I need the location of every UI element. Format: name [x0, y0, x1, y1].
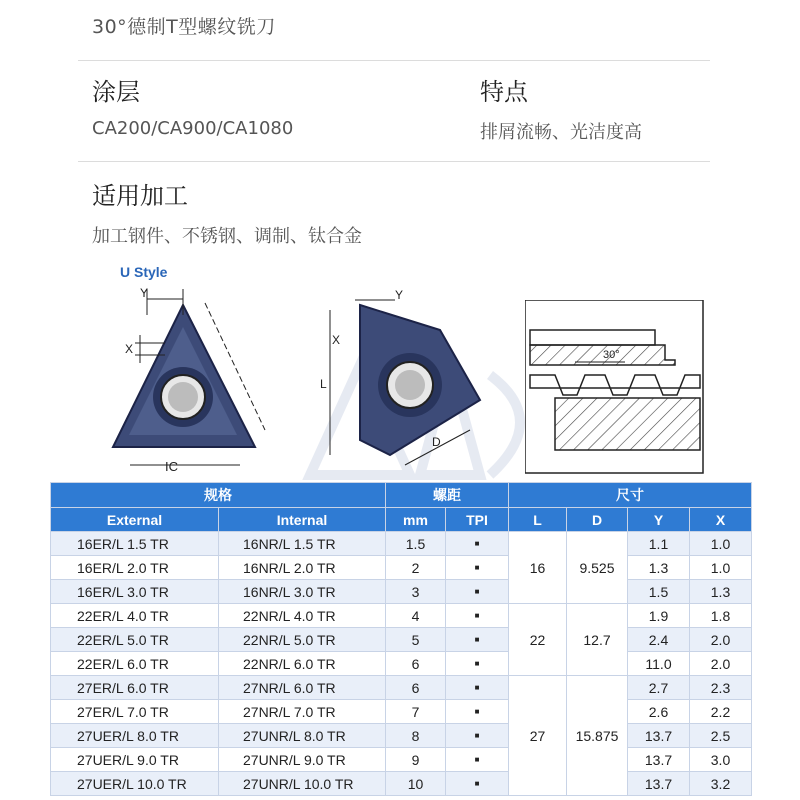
external-cell: 16ER/L 1.5 TR: [51, 532, 219, 556]
y-cell: 1.3: [628, 556, 690, 580]
table-row: [51, 724, 752, 748]
dim-y2-label: Y: [395, 290, 404, 302]
insert-front-view-diagram: [95, 285, 280, 480]
y-cell: 1.5: [628, 580, 690, 604]
dim-l-label: L: [320, 377, 327, 391]
table-row: [51, 604, 752, 628]
page-title: 30°德制T型螺纹铣刀: [92, 16, 276, 38]
y-cell: 13.7: [628, 748, 690, 772]
features-value: 排屑流畅、光洁度高: [480, 122, 642, 143]
mm-cell: 4: [386, 604, 446, 628]
application-value: 加工钢件、不锈钢、调制、钛合金: [92, 226, 362, 247]
x-cell: 2.2: [690, 700, 752, 724]
internal-cell: 27UNR/L 8.0 TR: [219, 724, 386, 748]
internal-cell: 16NR/L 1.5 TR: [219, 532, 386, 556]
mm-cell: 6: [386, 652, 446, 676]
table-row: [51, 628, 752, 652]
external-cell: 27UER/L 10.0 TR: [51, 772, 219, 796]
mm-col-header: mm: [386, 508, 446, 532]
l-col-header: L: [509, 508, 567, 532]
mm-cell: 3: [386, 580, 446, 604]
tpi-cell: ■: [446, 652, 509, 676]
divider: [78, 161, 710, 162]
angle-label: 30°: [603, 349, 620, 361]
internal-cell: 27NR/L 6.0 TR: [219, 676, 386, 700]
internal-cell: 27NR/L 7.0 TR: [219, 700, 386, 724]
size-group-header: 尺寸: [509, 483, 752, 508]
d-cell: 9.525: [567, 532, 628, 604]
mm-cell: 9: [386, 748, 446, 772]
pitch-group-header: 螺距: [386, 483, 509, 508]
table-row: [51, 532, 752, 556]
spec-table: [50, 482, 752, 796]
y-cell: 2.6: [628, 700, 690, 724]
d-cell: 15.875: [567, 676, 628, 796]
x-col-header: X: [690, 508, 752, 532]
y-cell: 13.7: [628, 724, 690, 748]
tpi-cell: ■: [446, 700, 509, 724]
external-col-header: External: [51, 508, 219, 532]
y-col-header: Y: [628, 508, 690, 532]
d-col-header: D: [567, 508, 628, 532]
y-cell: 1.1: [628, 532, 690, 556]
u-style-label: U Style: [120, 264, 168, 280]
table-row: [51, 580, 752, 604]
internal-cell: 27UNR/L 9.0 TR: [219, 748, 386, 772]
internal-cell: 16NR/L 2.0 TR: [219, 556, 386, 580]
tpi-cell: ■: [446, 628, 509, 652]
y-cell: 2.7: [628, 676, 690, 700]
table-row: [51, 772, 752, 796]
internal-cell: 22NR/L 6.0 TR: [219, 652, 386, 676]
coating-value: CA200/CA900/CA1080: [92, 118, 294, 139]
internal-cell: 22NR/L 4.0 TR: [219, 604, 386, 628]
external-cell: 27ER/L 6.0 TR: [51, 676, 219, 700]
tpi-cell: ■: [446, 748, 509, 772]
tpi-col-header: TPI: [446, 508, 509, 532]
l-cell: 27: [509, 676, 567, 796]
application-heading: 适用加工: [92, 182, 188, 210]
y-cell: 11.0: [628, 652, 690, 676]
x-cell: 2.5: [690, 724, 752, 748]
mm-cell: 6: [386, 676, 446, 700]
tpi-cell: ■: [446, 676, 509, 700]
dim-x-label: X: [125, 342, 134, 356]
dim-ic-label: IC: [165, 459, 178, 474]
spec-group-header: 规格: [51, 483, 386, 508]
dim-y-label: Y: [140, 286, 149, 300]
x-cell: 1.8: [690, 604, 752, 628]
external-cell: 27UER/L 8.0 TR: [51, 724, 219, 748]
x-cell: 1.0: [690, 556, 752, 580]
external-cell: 16ER/L 2.0 TR: [51, 556, 219, 580]
d-cell: 12.7: [567, 604, 628, 676]
table-row: [51, 700, 752, 724]
external-cell: 22ER/L 5.0 TR: [51, 628, 219, 652]
dim-d-label: D: [432, 435, 441, 449]
y-cell: 2.4: [628, 628, 690, 652]
l-cell: 16: [509, 532, 567, 604]
table-row: [51, 652, 752, 676]
tpi-cell: ■: [446, 724, 509, 748]
x-cell: 3.2: [690, 772, 752, 796]
x-cell: 1.3: [690, 580, 752, 604]
table-row: [51, 556, 752, 580]
x-cell: 3.0: [690, 748, 752, 772]
tpi-cell: ■: [446, 556, 509, 580]
thread-section-diagram: [525, 300, 705, 475]
tpi-cell: ■: [446, 580, 509, 604]
internal-col-header: Internal: [219, 508, 386, 532]
y-cell: 13.7: [628, 772, 690, 796]
internal-cell: 16NR/L 3.0 TR: [219, 580, 386, 604]
y-cell: 1.9: [628, 604, 690, 628]
internal-cell: 22NR/L 5.0 TR: [219, 628, 386, 652]
tpi-cell: ■: [446, 772, 509, 796]
external-cell: 27UER/L 9.0 TR: [51, 748, 219, 772]
external-cell: 27ER/L 7.0 TR: [51, 700, 219, 724]
mm-cell: 7: [386, 700, 446, 724]
mm-cell: 10: [386, 772, 446, 796]
external-cell: 22ER/L 6.0 TR: [51, 652, 219, 676]
coating-heading: 涂层: [92, 78, 140, 106]
l-cell: 22: [509, 604, 567, 676]
dim-x2-label: X: [332, 333, 341, 347]
table-row: [51, 748, 752, 772]
x-cell: 2.3: [690, 676, 752, 700]
external-cell: 22ER/L 4.0 TR: [51, 604, 219, 628]
divider: [78, 60, 710, 61]
table-row: [51, 676, 752, 700]
tpi-cell: ■: [446, 604, 509, 628]
external-cell: 16ER/L 3.0 TR: [51, 580, 219, 604]
x-cell: 2.0: [690, 628, 752, 652]
tpi-cell: ■: [446, 532, 509, 556]
mm-cell: 1.5: [386, 532, 446, 556]
x-cell: 1.0: [690, 532, 752, 556]
mm-cell: 8: [386, 724, 446, 748]
mm-cell: 2: [386, 556, 446, 580]
x-cell: 2.0: [690, 652, 752, 676]
internal-cell: 27UNR/L 10.0 TR: [219, 772, 386, 796]
mm-cell: 5: [386, 628, 446, 652]
insert-side-view-diagram: [320, 290, 490, 475]
features-heading: 特点: [480, 78, 528, 106]
